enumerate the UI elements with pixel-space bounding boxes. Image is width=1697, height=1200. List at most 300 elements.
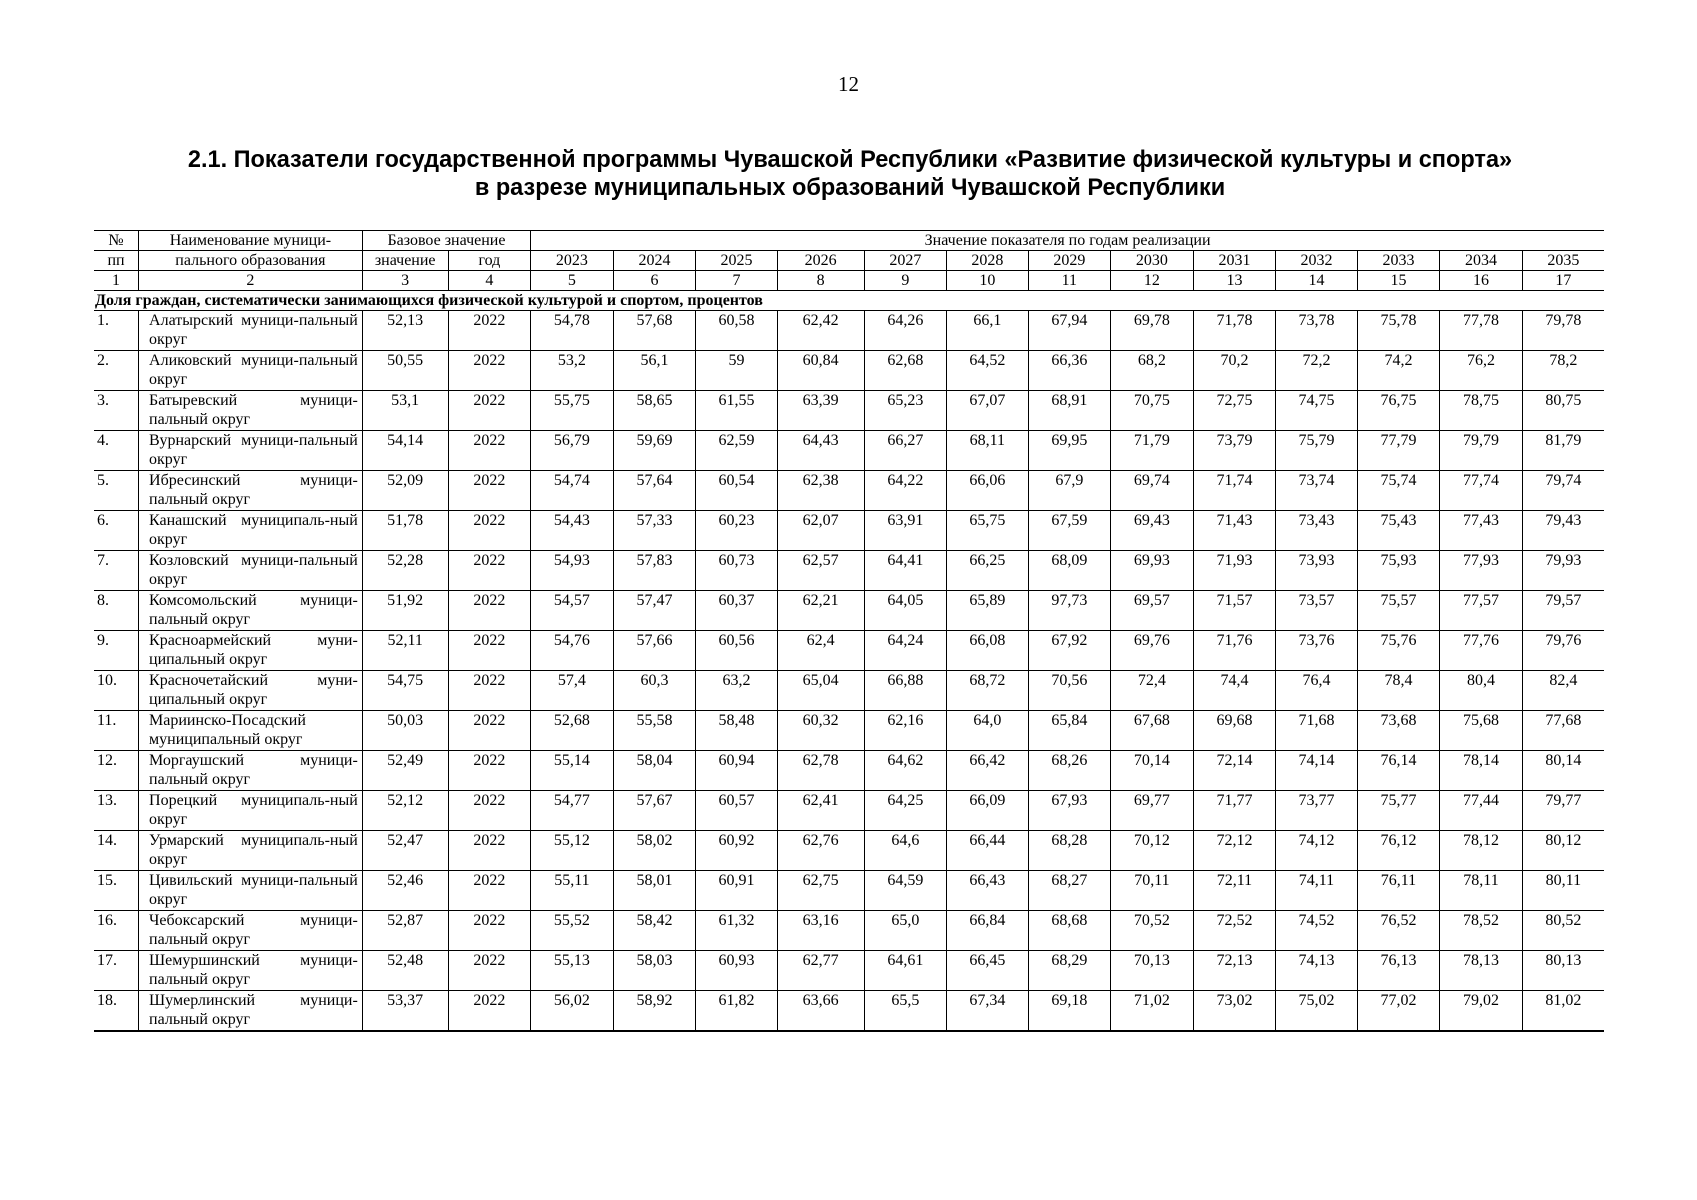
year-value: 61,82: [696, 991, 777, 1032]
year-value: 66,88: [864, 671, 947, 711]
year-value: 80,12: [1522, 831, 1604, 871]
municipality-name: Вурнарский муници-пальный округ: [139, 431, 363, 471]
year-value: 68,2: [1111, 351, 1194, 391]
header-year-2026: 2026: [777, 251, 864, 271]
year-value: 77,57: [1440, 591, 1523, 631]
year-value: 60,23: [696, 511, 777, 551]
year-value: 67,07: [947, 391, 1028, 431]
year-value: 69,93: [1111, 551, 1194, 591]
table-row: [94, 791, 1604, 831]
header-year-2028: 2028: [947, 251, 1028, 271]
year-value: 64,52: [947, 351, 1028, 391]
year-value: 62,75: [777, 871, 864, 911]
column-numbers-row: [94, 271, 1604, 291]
year-value: 69,18: [1028, 991, 1111, 1032]
year-value: 71,74: [1193, 471, 1276, 511]
year-value: 73,43: [1276, 511, 1357, 551]
table-row: [94, 631, 1604, 671]
year-value: 66,27: [864, 431, 947, 471]
table-row: [94, 711, 1604, 751]
year-value: 55,13: [531, 951, 614, 991]
base-value: 54,75: [362, 671, 448, 711]
year-value: 57,68: [613, 311, 696, 351]
row-number: 16.: [94, 911, 139, 951]
year-value: 69,77: [1111, 791, 1194, 831]
row-number: 17.: [94, 951, 139, 991]
year-value: 79,43: [1522, 511, 1604, 551]
year-value: 55,14: [531, 751, 614, 791]
year-value: 62,77: [777, 951, 864, 991]
column-number: 2: [139, 271, 363, 291]
base-value: 54,14: [362, 431, 448, 471]
year-value: 76,2: [1440, 351, 1523, 391]
title-line-1: 2.1. Показатели государственной программы Чувашской Республики «Развитие физической культуры и спорта»: [187, 146, 1513, 173]
year-value: 67,93: [1028, 791, 1111, 831]
year-value: 66,42: [947, 751, 1028, 791]
base-value: 52,11: [362, 631, 448, 671]
year-value: 64,61: [864, 951, 947, 991]
base-value: 51,78: [362, 511, 448, 551]
base-year: 2022: [448, 551, 531, 591]
year-value: 78,52: [1440, 911, 1523, 951]
year-value: 68,72: [947, 671, 1028, 711]
year-value: 54,43: [531, 511, 614, 551]
municipality-name: Комсомольский муници-пальный округ: [139, 591, 363, 631]
base-value: 50,03: [362, 711, 448, 751]
year-value: 73,77: [1276, 791, 1357, 831]
year-value: 78,11: [1440, 871, 1523, 911]
year-value: 69,95: [1028, 431, 1111, 471]
year-value: 60,32: [777, 711, 864, 751]
year-value: 82,4: [1522, 671, 1604, 711]
base-value: 52,46: [362, 871, 448, 911]
year-value: 66,1: [947, 311, 1028, 351]
municipality-name: Батыревский муници-пальный округ: [139, 391, 363, 431]
year-value: 61,32: [696, 911, 777, 951]
year-value: 66,44: [947, 831, 1028, 871]
year-value: 66,06: [947, 471, 1028, 511]
year-value: 60,91: [696, 871, 777, 911]
table-row: [94, 431, 1604, 471]
table-row: [94, 311, 1604, 351]
year-value: 74,12: [1276, 831, 1357, 871]
year-value: 65,75: [947, 511, 1028, 551]
year-value: 71,02: [1111, 991, 1194, 1032]
year-value: 70,13: [1111, 951, 1194, 991]
year-value: 62,38: [777, 471, 864, 511]
year-value: 70,11: [1111, 871, 1194, 911]
year-value: 64,05: [864, 591, 947, 631]
year-value: 54,93: [531, 551, 614, 591]
year-value: 60,92: [696, 831, 777, 871]
year-value: 59: [696, 351, 777, 391]
year-value: 77,68: [1522, 711, 1604, 751]
base-year: 2022: [448, 391, 531, 431]
year-value: 73,79: [1193, 431, 1276, 471]
base-year: 2022: [448, 351, 531, 391]
base-year: 2022: [448, 631, 531, 671]
base-year: 2022: [448, 471, 531, 511]
year-value: 65,5: [864, 991, 947, 1032]
row-number: 11.: [94, 711, 139, 751]
year-value: 64,6: [864, 831, 947, 871]
base-year: 2022: [448, 791, 531, 831]
base-value: 51,92: [362, 591, 448, 631]
header-year-2025: 2025: [696, 251, 777, 271]
municipality-name: Аликовский муници-пальный округ: [139, 351, 363, 391]
year-value: 78,4: [1357, 671, 1440, 711]
year-value: 67,92: [1028, 631, 1111, 671]
year-value: 60,37: [696, 591, 777, 631]
year-value: 81,02: [1522, 991, 1604, 1032]
year-value: 78,12: [1440, 831, 1523, 871]
year-value: 97,73: [1028, 591, 1111, 631]
header-base-value: значение: [362, 251, 448, 271]
year-value: 60,56: [696, 631, 777, 671]
table-row: [94, 471, 1604, 511]
year-value: 57,67: [613, 791, 696, 831]
year-value: 64,59: [864, 871, 947, 911]
year-value: 54,77: [531, 791, 614, 831]
year-value: 79,57: [1522, 591, 1604, 631]
year-value: 72,14: [1193, 751, 1276, 791]
base-year: 2022: [448, 671, 531, 711]
year-value: 77,76: [1440, 631, 1523, 671]
year-value: 71,93: [1193, 551, 1276, 591]
year-value: 71,78: [1193, 311, 1276, 351]
year-value: 65,84: [1028, 711, 1111, 751]
row-number: 6.: [94, 511, 139, 551]
header-year-2024: 2024: [613, 251, 696, 271]
municipality-name: Мариинско-Посадский муниципальный округ: [139, 711, 363, 751]
year-value: 66,36: [1028, 351, 1111, 391]
year-value: 71,77: [1193, 791, 1276, 831]
year-value: 75,02: [1276, 991, 1357, 1032]
header-row-1: [94, 231, 1604, 251]
year-value: 76,75: [1357, 391, 1440, 431]
year-value: 57,64: [613, 471, 696, 511]
column-number: 10: [947, 271, 1028, 291]
column-number: 13: [1193, 271, 1276, 291]
year-value: 75,79: [1276, 431, 1357, 471]
base-year: 2022: [448, 751, 531, 791]
year-value: 66,25: [947, 551, 1028, 591]
year-value: 54,57: [531, 591, 614, 631]
year-value: 80,14: [1522, 751, 1604, 791]
header-year-2023: 2023: [531, 251, 614, 271]
year-value: 76,11: [1357, 871, 1440, 911]
year-value: 64,0: [947, 711, 1028, 751]
year-value: 64,43: [777, 431, 864, 471]
base-value: 52,47: [362, 831, 448, 871]
year-value: 80,11: [1522, 871, 1604, 911]
column-number: 17: [1522, 271, 1604, 291]
base-year: 2022: [448, 871, 531, 911]
column-number: 5: [531, 271, 614, 291]
year-value: 65,23: [864, 391, 947, 431]
base-value: 53,1: [362, 391, 448, 431]
base-year: 2022: [448, 831, 531, 871]
municipality-name: Козловский муници-пальный округ: [139, 551, 363, 591]
municipality-name: Канашский муниципаль-ный округ: [139, 511, 363, 551]
year-value: 67,68: [1111, 711, 1194, 751]
header-num-2: пп: [94, 251, 139, 271]
year-value: 53,2: [531, 351, 614, 391]
row-number: 5.: [94, 471, 139, 511]
municipality-name: Цивильский муници-пальный округ: [139, 871, 363, 911]
year-value: 70,75: [1111, 391, 1194, 431]
base-year: 2022: [448, 311, 531, 351]
year-value: 62,76: [777, 831, 864, 871]
year-value: 79,93: [1522, 551, 1604, 591]
header-year-2030: 2030: [1111, 251, 1194, 271]
column-number: 9: [864, 271, 947, 291]
year-value: 60,84: [777, 351, 864, 391]
year-value: 57,4: [531, 671, 614, 711]
year-value: 79,02: [1440, 991, 1523, 1032]
column-number: 15: [1357, 271, 1440, 291]
year-value: 60,3: [613, 671, 696, 711]
year-value: 68,29: [1028, 951, 1111, 991]
base-year: 2022: [448, 711, 531, 751]
year-value: 69,78: [1111, 311, 1194, 351]
year-value: 64,26: [864, 311, 947, 351]
year-value: 73,02: [1193, 991, 1276, 1032]
year-value: 76,14: [1357, 751, 1440, 791]
table-row: [94, 951, 1604, 991]
year-value: 74,2: [1357, 351, 1440, 391]
row-number: 18.: [94, 991, 139, 1032]
header-row-2: [94, 251, 1604, 271]
base-value: 52,49: [362, 751, 448, 791]
base-year: 2022: [448, 951, 531, 991]
year-value: 75,77: [1357, 791, 1440, 831]
year-value: 71,79: [1111, 431, 1194, 471]
year-value: 55,75: [531, 391, 614, 431]
year-value: 55,58: [613, 711, 696, 751]
year-value: 69,76: [1111, 631, 1194, 671]
year-value: 65,0: [864, 911, 947, 951]
year-value: 76,52: [1357, 911, 1440, 951]
year-value: 60,94: [696, 751, 777, 791]
year-value: 62,21: [777, 591, 864, 631]
year-value: 68,68: [1028, 911, 1111, 951]
year-value: 58,92: [613, 991, 696, 1032]
base-value: 50,55: [362, 351, 448, 391]
municipality-name: Алатырский муници-пальный округ: [139, 311, 363, 351]
year-value: 66,08: [947, 631, 1028, 671]
header-base-year: год: [448, 251, 531, 271]
table-row: [94, 551, 1604, 591]
table-row: [94, 911, 1604, 951]
header-name-2: пального образования: [139, 251, 363, 271]
year-value: 61,55: [696, 391, 777, 431]
year-value: 80,4: [1440, 671, 1523, 711]
year-value: 77,79: [1357, 431, 1440, 471]
year-value: 72,13: [1193, 951, 1276, 991]
year-value: 75,78: [1357, 311, 1440, 351]
year-value: 73,78: [1276, 311, 1357, 351]
year-value: 71,57: [1193, 591, 1276, 631]
year-value: 73,74: [1276, 471, 1357, 511]
year-value: 68,91: [1028, 391, 1111, 431]
table-row: [94, 871, 1604, 911]
base-year: 2022: [448, 591, 531, 631]
year-value: 68,28: [1028, 831, 1111, 871]
year-value: 58,48: [696, 711, 777, 751]
year-value: 69,74: [1111, 471, 1194, 511]
column-number: 3: [362, 271, 448, 291]
table-row: [94, 351, 1604, 391]
year-value: 75,68: [1440, 711, 1523, 751]
year-value: 60,57: [696, 791, 777, 831]
row-number: 3.: [94, 391, 139, 431]
year-value: 75,57: [1357, 591, 1440, 631]
year-value: 69,57: [1111, 591, 1194, 631]
year-value: 80,13: [1522, 951, 1604, 991]
year-value: 80,52: [1522, 911, 1604, 951]
year-value: 67,59: [1028, 511, 1111, 551]
year-value: 62,4: [777, 631, 864, 671]
header-year-2035: 2035: [1522, 251, 1604, 271]
year-value: 58,02: [613, 831, 696, 871]
municipality-name: Красночетайский муни-ципальный округ: [139, 671, 363, 711]
column-number: 16: [1440, 271, 1523, 291]
base-year: 2022: [448, 511, 531, 551]
year-value: 57,66: [613, 631, 696, 671]
year-value: 64,24: [864, 631, 947, 671]
year-value: 77,78: [1440, 311, 1523, 351]
year-value: 64,22: [864, 471, 947, 511]
row-number: 14.: [94, 831, 139, 871]
table-row: [94, 591, 1604, 631]
year-value: 65,04: [777, 671, 864, 711]
year-value: 69,43: [1111, 511, 1194, 551]
year-value: 75,93: [1357, 551, 1440, 591]
year-value: 72,11: [1193, 871, 1276, 911]
year-value: 60,73: [696, 551, 777, 591]
year-value: 72,12: [1193, 831, 1276, 871]
base-value: 52,48: [362, 951, 448, 991]
row-number: 15.: [94, 871, 139, 911]
year-value: 77,93: [1440, 551, 1523, 591]
year-value: 64,25: [864, 791, 947, 831]
year-value: 59,69: [613, 431, 696, 471]
header-year-2029: 2029: [1028, 251, 1111, 271]
year-value: 73,57: [1276, 591, 1357, 631]
year-value: 66,45: [947, 951, 1028, 991]
row-number: 9.: [94, 631, 139, 671]
year-value: 67,9: [1028, 471, 1111, 511]
year-value: 55,11: [531, 871, 614, 911]
year-value: 81,79: [1522, 431, 1604, 471]
year-value: 60,58: [696, 311, 777, 351]
year-value: 75,43: [1357, 511, 1440, 551]
year-value: 72,4: [1111, 671, 1194, 711]
base-year: 2022: [448, 431, 531, 471]
municipality-name: Урмарский муниципаль-ный округ: [139, 831, 363, 871]
year-value: 64,41: [864, 551, 947, 591]
year-value: 55,52: [531, 911, 614, 951]
municipality-name: Красноармейский муни-ципальный округ: [139, 631, 363, 671]
year-value: 62,59: [696, 431, 777, 471]
column-number: 7: [696, 271, 777, 291]
indicators-table: [94, 230, 1604, 1032]
row-number: 10.: [94, 671, 139, 711]
year-value: 74,13: [1276, 951, 1357, 991]
base-value: 52,09: [362, 471, 448, 511]
year-value: 63,91: [864, 511, 947, 551]
year-value: 73,68: [1357, 711, 1440, 751]
row-number: 1.: [94, 311, 139, 351]
year-value: 79,77: [1522, 791, 1604, 831]
year-value: 79,74: [1522, 471, 1604, 511]
year-value: 58,65: [613, 391, 696, 431]
year-value: 64,62: [864, 751, 947, 791]
year-value: 55,12: [531, 831, 614, 871]
year-value: 70,14: [1111, 751, 1194, 791]
row-number: 8.: [94, 591, 139, 631]
header-year-2027: 2027: [864, 251, 947, 271]
indicator-row: [94, 291, 1604, 311]
year-value: 56,1: [613, 351, 696, 391]
row-number: 7.: [94, 551, 139, 591]
year-value: 79,76: [1522, 631, 1604, 671]
year-value: 79,78: [1522, 311, 1604, 351]
year-value: 80,75: [1522, 391, 1604, 431]
document-title: [120, 146, 1579, 202]
table-row: [94, 671, 1604, 711]
year-value: 74,52: [1276, 911, 1357, 951]
table-row: [94, 391, 1604, 431]
row-number: 12.: [94, 751, 139, 791]
header-name: Наименование муници-: [139, 231, 363, 251]
year-value: 54,78: [531, 311, 614, 351]
year-value: 62,57: [777, 551, 864, 591]
year-value: 56,79: [531, 431, 614, 471]
year-value: 71,43: [1193, 511, 1276, 551]
header-num: №: [94, 231, 139, 251]
year-value: 78,14: [1440, 751, 1523, 791]
header-years-group: Значение показателя по годам реализации: [531, 231, 1604, 251]
year-value: 73,93: [1276, 551, 1357, 591]
year-value: 58,03: [613, 951, 696, 991]
year-value: 78,75: [1440, 391, 1523, 431]
municipality-name: Шумерлинский муници-пальный округ: [139, 991, 363, 1032]
year-value: 60,54: [696, 471, 777, 511]
year-value: 57,83: [613, 551, 696, 591]
year-value: 62,07: [777, 511, 864, 551]
column-number: 14: [1276, 271, 1357, 291]
page-number: 12: [838, 72, 859, 96]
table-row: [94, 751, 1604, 791]
row-number: 4.: [94, 431, 139, 471]
header-year-2032: 2032: [1276, 251, 1357, 271]
table-row: [94, 831, 1604, 871]
table-row: [94, 511, 1604, 551]
year-value: 67,94: [1028, 311, 1111, 351]
base-value: 53,37: [362, 991, 448, 1032]
year-value: 74,14: [1276, 751, 1357, 791]
year-value: 63,2: [696, 671, 777, 711]
year-value: 68,11: [947, 431, 1028, 471]
year-value: 75,76: [1357, 631, 1440, 671]
year-value: 66,09: [947, 791, 1028, 831]
column-number: 6: [613, 271, 696, 291]
year-value: 77,43: [1440, 511, 1523, 551]
year-value: 78,13: [1440, 951, 1523, 991]
year-value: 66,43: [947, 871, 1028, 911]
